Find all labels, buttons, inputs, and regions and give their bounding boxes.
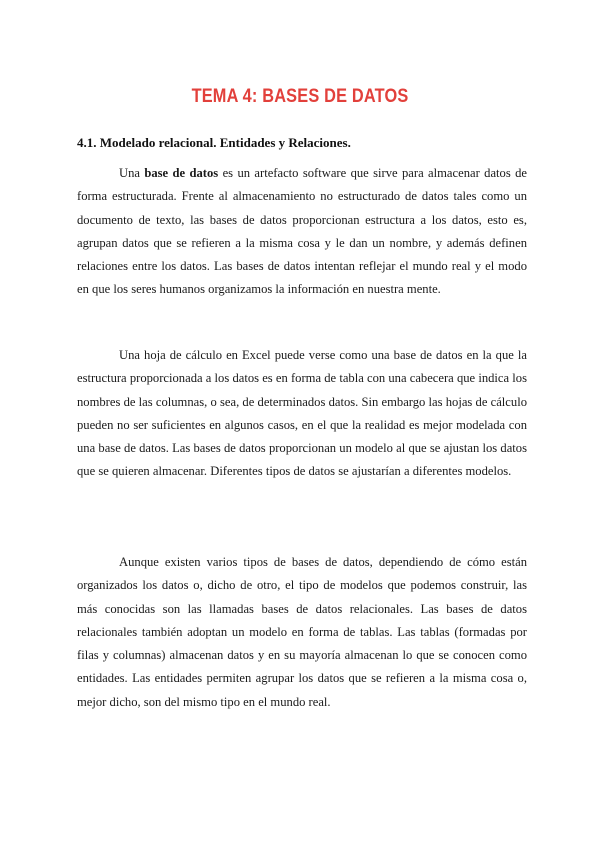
paragraph-2: Una hoja de cálculo en Excel puede verse como una base de datos en la que la estructura proporcionada a los datos es en forma de tabla con una cabecera que indica los nombres de las columnas, o sea, de determinados datos. Sin embargo las hojas de cálculo pueden no ser suficientes en algunos casos, en el que la realidad es mejor modelada con una base de datos. Las bases de datos proporcionan un modelo al que se ajustan los datos que se quieren almacenar. Diferentes tipos de datos se ajustarían a diferentes modelos. <box>77 348 527 479</box>
paragraph-3: Aunque existen varios tipos de bases de datos, dependiendo de cómo están organizados los datos o, dicho de otro, el tipo de modelos que podemos construir, las más conocidas son las llamadas bases de datos relacionales. Las bases de datos relacionales también adoptan un modelo en forma de tablas. Las tablas (formadas por filas y columnas) almacenan datos y en su mayoría almacenan lo que se conocen como entidades. Las entidades permiten agrupar los datos que se refieren a la misma cosa o, mejor dicho, son del mismo tipo en el mundo real. <box>77 555 527 709</box>
term-base-de-datos: base de datos <box>144 166 219 180</box>
document-title: TEMA 4: BASES DE DATOS <box>191 86 409 107</box>
paragraph-1 <box>77 162 527 302</box>
paragraph-1-text: es un artefacto software que sirve para almacenar datos de forma estructurada. Frente al almacenamiento no estructurado de datos tales como un documento de texto, las bases de datos proporcionan estructura a los datos, esto es, agrupan datos que se refieren a la misma cosa y le dan un nombre, y además definen relaciones entre los datos. Las bases de datos intentan reflejar el mundo real y el modo en que los seres humanos organizamos la información en nuestra mente. <box>77 166 527 297</box>
paragraph-1-lead: Una <box>119 166 145 180</box>
section-heading: 4.1. Modelado relacional. Entidades y Relaciones. <box>77 135 351 150</box>
